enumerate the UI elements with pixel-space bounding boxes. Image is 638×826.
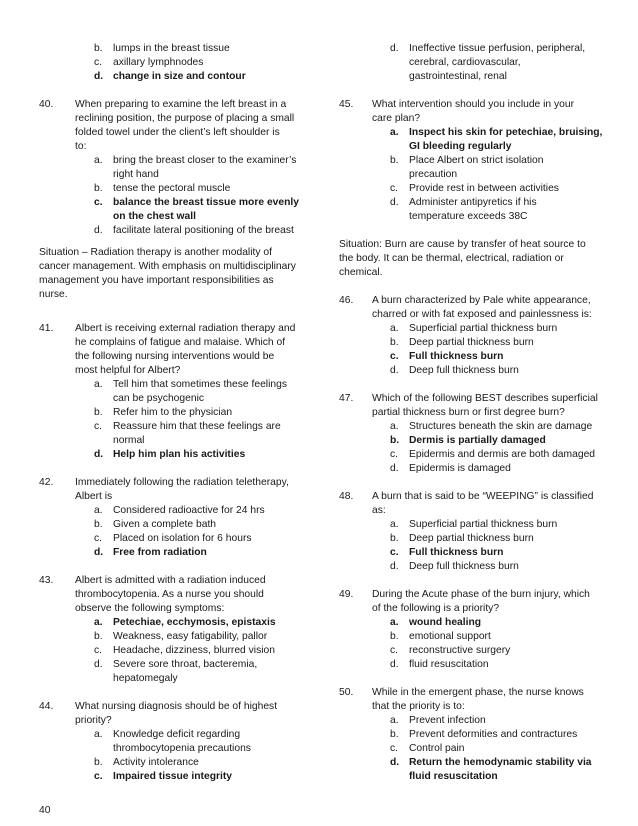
option-text: Control pain — [409, 743, 465, 754]
option-letter: b. — [94, 407, 103, 418]
option-letter: b. — [390, 729, 399, 740]
option-letter: b. — [94, 757, 103, 768]
option-text: Deep full thickness burn — [409, 365, 519, 376]
question-stem: as: — [372, 505, 386, 516]
option-letter: c. — [94, 645, 103, 656]
option-letter: d. — [390, 561, 399, 572]
situation-text: management you have important responsibilities as — [39, 275, 274, 286]
option-text: change in size and contour — [113, 71, 246, 82]
option-text: bring the breast closer to the examiner’s — [113, 155, 297, 166]
question-stem: observe the following symptoms: — [75, 603, 225, 614]
option-text: normal — [113, 435, 145, 446]
option-text: fluid resuscitation — [409, 771, 498, 782]
option-letter: a. — [390, 715, 399, 726]
option-letter: a. — [390, 421, 399, 432]
option-text: GI bleeding regularly — [409, 141, 512, 152]
question-stem: When preparing to examine the left breast in a — [75, 99, 287, 110]
option-letter: b. — [390, 337, 399, 348]
option-text: Given a complete bath — [113, 519, 217, 530]
option-letter: a. — [94, 729, 103, 740]
question-stem: During the Acute phase of the burn injury, which — [372, 589, 590, 600]
situation-text: Situation: Burn are cause by transfer of heat source to — [339, 239, 586, 250]
option-letter: a. — [390, 127, 399, 138]
option-text: Superficial partial thickness burn — [409, 519, 558, 530]
option-letter: b. — [94, 183, 103, 194]
option-letter: a. — [94, 379, 103, 390]
question-stem: charred or with fat exposed and painlessness is: — [372, 309, 592, 320]
option-letter: d. — [390, 197, 399, 208]
option-text: Placed on isolation for 6 hours — [113, 533, 252, 544]
option-text: Tell him that sometimes these feelings — [113, 379, 287, 390]
option-letter: c. — [390, 743, 399, 754]
option-text: Prevent infection — [409, 715, 486, 726]
option-text: temperature exceeds 38C — [409, 211, 528, 222]
option-letter: d. — [94, 547, 104, 558]
question-number: 48. — [339, 491, 354, 502]
option-text: Knowledge deficit regarding — [113, 729, 241, 740]
option-text: Headache, dizziness, blurred vision — [113, 645, 275, 656]
option-letter: d. — [390, 659, 399, 670]
question-stem: Immediately following the radiation teletherapy, — [75, 477, 289, 488]
option-text: Help him plan his activities — [113, 449, 246, 460]
option-letter: b. — [390, 533, 399, 544]
question-number: 46. — [339, 295, 354, 306]
option-letter: c. — [94, 57, 103, 68]
question-stem: of the following is a priority? — [372, 603, 500, 614]
option-text: Deep partial thickness burn — [409, 533, 534, 544]
option-text: Severe sore throat, bacteremia, — [113, 659, 258, 670]
option-text: facilitate lateral positioning of the breast — [113, 225, 294, 236]
question-stem: folded towel under the client’s left shoulder is — [75, 127, 280, 138]
option-letter: a. — [390, 519, 399, 530]
option-letter: b. — [390, 631, 399, 642]
option-text: precaution — [409, 169, 458, 180]
option-letter: a. — [390, 323, 399, 334]
question-stem: most helpful for Albert? — [75, 365, 181, 376]
option-text: Epidermis and dermis are both damaged — [409, 449, 596, 460]
option-letter: c. — [94, 533, 103, 544]
option-text: Prevent deformities and contractures — [409, 729, 578, 740]
option-text: Deep partial thickness burn — [409, 337, 534, 348]
option-letter: b. — [94, 631, 103, 642]
option-text: gastrointestinal, renal — [409, 71, 507, 82]
option-letter: c. — [390, 645, 399, 656]
question-stem: priority? — [75, 715, 112, 726]
option-letter: b. — [390, 155, 399, 166]
option-text: fluid resuscitation — [409, 659, 489, 670]
option-text: on the chest wall — [113, 211, 196, 222]
question-stem: thrombocytopenia. As a nurse you should — [75, 589, 264, 600]
option-letter: d. — [94, 71, 104, 82]
option-text: Administer antipyretics if his — [409, 197, 537, 208]
question-stem: care plan? — [372, 113, 421, 124]
option-text: Place Albert on strict isolation — [409, 155, 544, 166]
option-text: Inspect his skin for petechiae, bruising, — [409, 127, 603, 138]
question-number: 47. — [339, 393, 354, 404]
option-letter: c. — [390, 547, 399, 558]
option-text: thrombocytopenia precautions — [113, 743, 251, 754]
option-text: cerebral, cardiovascular, — [409, 57, 521, 68]
option-letter: d. — [94, 659, 103, 670]
option-text: hepatomegaly — [113, 673, 178, 684]
question-stem: partial thickness burn or first degree burn? — [372, 407, 565, 418]
question-stem: reclining position, the purpose of placing a small — [75, 113, 295, 124]
option-text: can be psychogenic — [113, 393, 205, 404]
option-letter: d. — [390, 463, 399, 474]
option-letter: c. — [94, 197, 103, 208]
question-stem: to: — [75, 141, 87, 152]
question-stem: What intervention should you include in your — [372, 99, 575, 110]
option-text: Full thickness burn — [409, 351, 504, 362]
option-text: Reassure him that these feelings are — [113, 421, 281, 432]
option-text: tense the pectoral muscle — [113, 183, 231, 194]
question-number: 40. — [39, 99, 54, 110]
question-number: 44. — [39, 701, 54, 712]
situation-text: chemical. — [339, 267, 383, 278]
question-stem: A burn characterized by Pale white appearance, — [372, 295, 591, 306]
option-letter: a. — [94, 155, 103, 166]
option-letter: c. — [94, 771, 103, 782]
option-letter: d. — [94, 225, 103, 236]
option-letter: d. — [390, 365, 399, 376]
question-number: 43. — [39, 575, 54, 586]
option-text: Superficial partial thickness burn — [409, 323, 558, 334]
option-letter: b. — [94, 43, 103, 54]
option-text: wound healing — [409, 617, 482, 628]
option-text: Petechiae, ecchymosis, epistaxis — [113, 617, 276, 628]
option-text: Free from radiation — [113, 547, 207, 558]
question-number: 45. — [339, 99, 354, 110]
question-number: 42. — [39, 477, 54, 488]
question-stem: While in the emergent phase, the nurse knows — [372, 687, 584, 698]
question-number: 50. — [339, 687, 354, 698]
option-text: Dermis is partially damaged — [409, 435, 546, 446]
option-text: reconstructive surgery — [409, 645, 511, 656]
question-stem: the following nursing interventions would be — [75, 351, 275, 362]
option-text: Deep full thickness burn — [409, 561, 519, 572]
question-stem: Albert is receiving external radiation therapy and — [75, 323, 296, 334]
situation-text: nurse. — [39, 289, 68, 300]
option-text: Return the hemodynamic stability via — [409, 757, 592, 768]
option-letter: b. — [390, 435, 400, 446]
question-stem: that the priority is to: — [372, 701, 465, 712]
option-letter: d. — [94, 449, 104, 460]
option-text: Weakness, easy fatigability, pallor — [113, 631, 268, 642]
option-letter: c. — [94, 421, 103, 432]
option-text: right hand — [113, 169, 159, 180]
option-letter: d. — [390, 757, 400, 768]
situation-text: Situation – Radiation therapy is another modality of — [39, 247, 272, 258]
page-number: 40 — [39, 805, 51, 816]
option-text: Activity intolerance — [113, 757, 199, 768]
option-letter: c. — [390, 449, 399, 460]
question-stem: A burn that is said to be “WEEPING” is classified — [372, 491, 594, 502]
option-text: Considered radioactive for 24 hrs — [113, 505, 265, 516]
option-text: Epidermis is damaged — [409, 463, 511, 474]
option-text: Provide rest in between activities — [409, 183, 559, 194]
option-letter: c. — [390, 183, 399, 194]
option-letter: c. — [390, 351, 399, 362]
option-letter: b. — [94, 519, 103, 530]
option-letter: d. — [390, 43, 399, 54]
option-text: lumps in the breast tissue — [113, 43, 230, 54]
option-text: Refer him to the physician — [113, 407, 233, 418]
option-text: emotional support — [409, 631, 491, 642]
option-text: axillary lymphnodes — [113, 57, 204, 68]
question-stem: he complains of fatigue and malaise. Which of — [75, 337, 286, 348]
option-text: Structures beneath the skin are damage — [409, 421, 593, 432]
option-letter: a. — [94, 617, 103, 628]
question-stem: What nursing diagnosis should be of highest — [75, 701, 278, 712]
question-number: 41. — [39, 323, 54, 334]
question-stem: Which of the following BEST describes superficial — [372, 393, 598, 404]
option-letter: a. — [390, 617, 399, 628]
situation-text: the body. It can be thermal, electrical, radiation or — [339, 253, 564, 264]
option-text: balance the breast tissue more evenly — [113, 197, 299, 208]
question-stem: Albert is — [75, 491, 113, 502]
situation-text: cancer management. With emphasis on multidisciplinary — [39, 261, 296, 272]
question-stem: Albert is admitted with a radiation induced — [75, 575, 266, 586]
option-text: Impaired tissue integrity — [113, 771, 233, 782]
option-text: Full thickness burn — [409, 547, 504, 558]
option-text: Ineffective tissue perfusion, peripheral, — [409, 43, 586, 54]
question-number: 49. — [339, 589, 354, 600]
option-letter: a. — [94, 505, 103, 516]
